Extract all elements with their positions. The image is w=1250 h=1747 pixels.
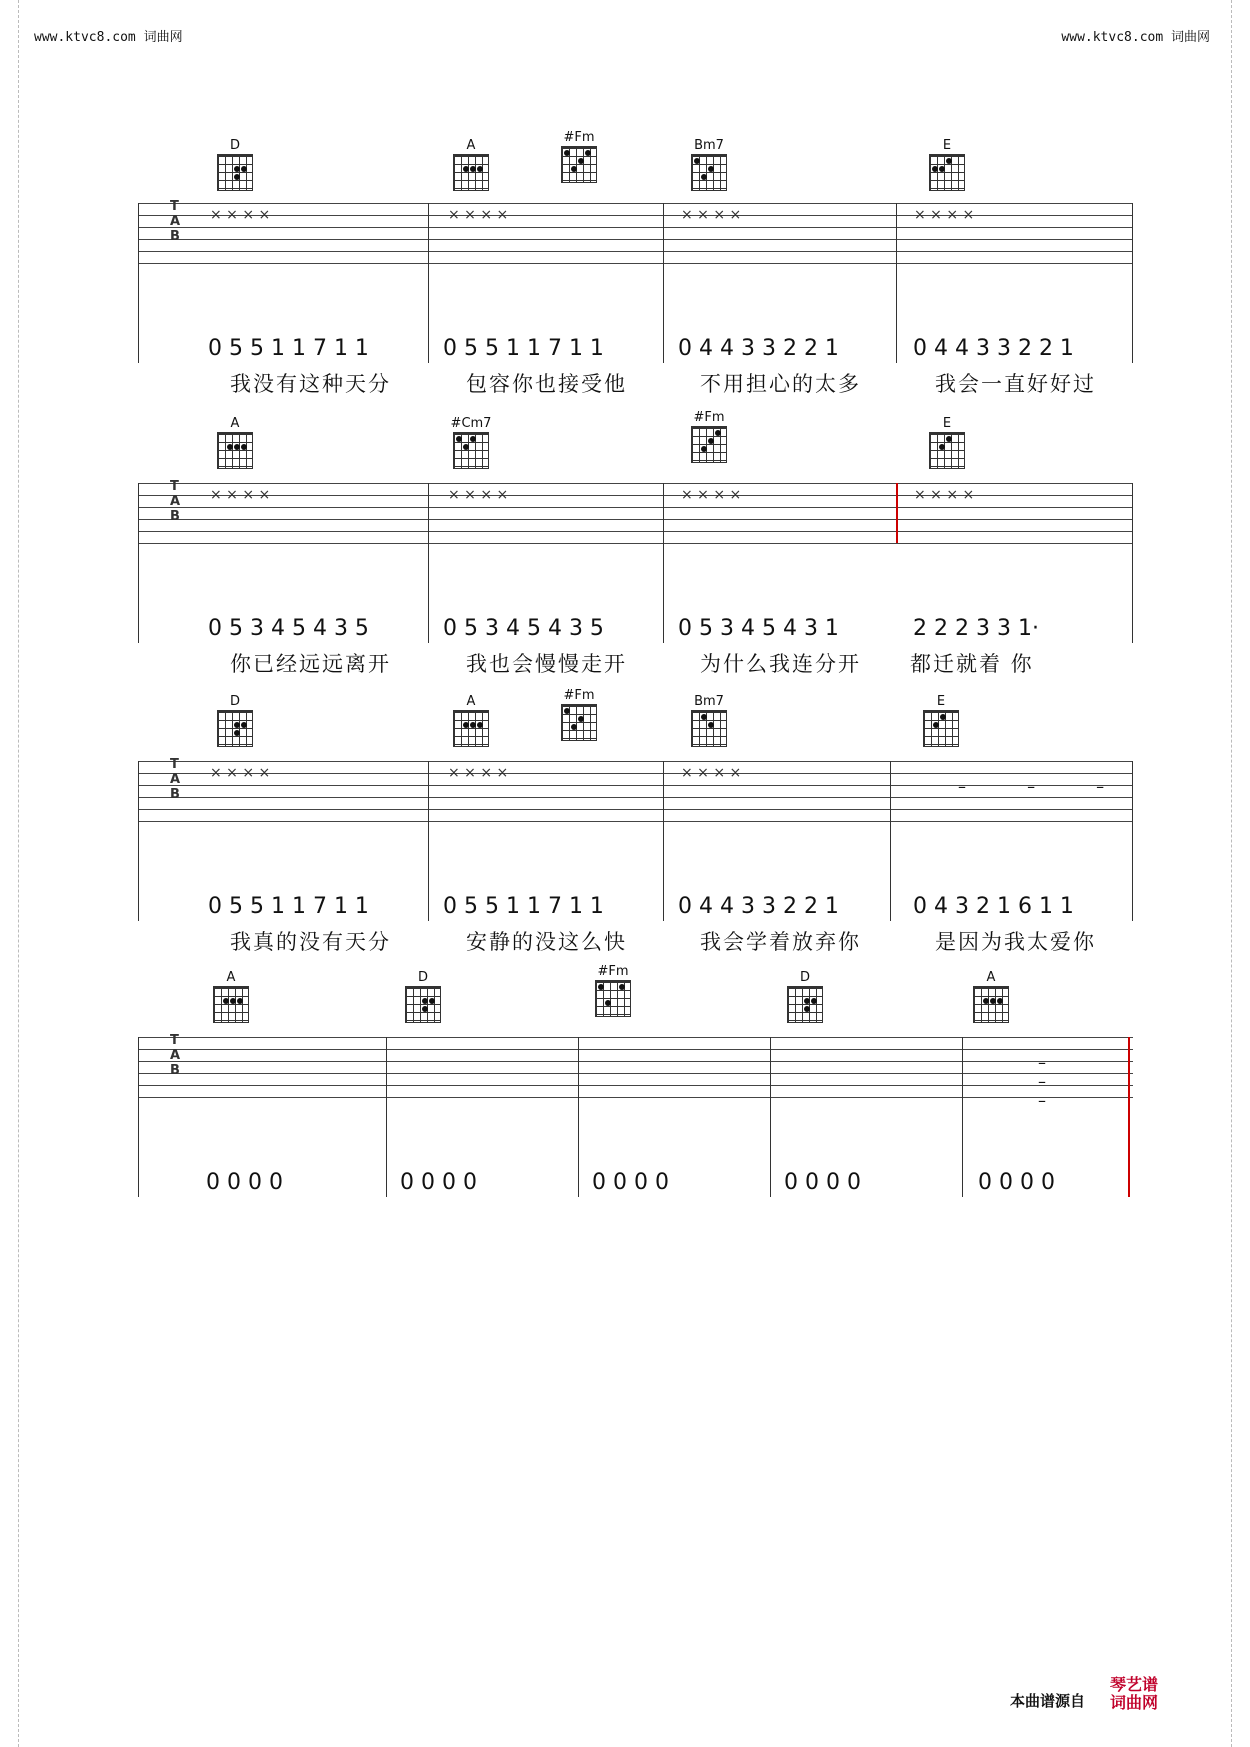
measure-numbers: 0 4 3 2 1 6 1 1 xyxy=(913,894,1074,919)
notation-row-1 xyxy=(138,332,1133,372)
chord-diagram: E xyxy=(924,138,970,191)
chord-diagram: #Fm xyxy=(556,688,602,741)
lyric: 是因为我太爱你 xyxy=(935,930,1096,954)
measure-numbers: 0 4 4 3 3 2 2 1 xyxy=(678,336,839,361)
measure-numbers: 0 5 3 4 5 4 3 5 xyxy=(208,616,369,641)
chord-diagram: A xyxy=(448,138,494,191)
chord-diagram: E xyxy=(924,416,970,469)
tab-staff-2: T A B × × × × × × × × × × × × × × × × xyxy=(138,483,1133,543)
measure-numbers: 0 0 0 0 xyxy=(592,1170,669,1195)
chord-diagram: D xyxy=(400,970,446,1023)
header-left-url: www.ktvc8.com 词曲网 xyxy=(34,30,183,45)
lyric: 你已经远远离开 xyxy=(230,652,391,676)
measure-numbers: 0 5 5 1 1 7 1 1 xyxy=(443,336,604,361)
measure-numbers: 2 2 2 3 3 1· xyxy=(913,616,1039,641)
chord-diagram: D xyxy=(212,694,258,747)
measure-numbers: 0 0 0 0 xyxy=(978,1170,1055,1195)
tab-clef: T A B xyxy=(170,479,181,524)
measure-numbers: 0 0 0 0 xyxy=(784,1170,861,1195)
lyric: 不用担心的太多 xyxy=(700,372,861,396)
chord-diagram: Bm7 xyxy=(686,138,732,191)
chord-diagram: E xyxy=(918,694,964,747)
logo-bottom-text: 词曲网 xyxy=(1110,1693,1159,1712)
lyric: 都迁就着 你 xyxy=(910,652,1034,676)
lyric: 安静的没这么快 xyxy=(466,930,627,954)
notation-row-4 xyxy=(138,1166,1133,1206)
chord-diagram: A xyxy=(968,970,1014,1023)
site-logo xyxy=(1110,1676,1158,1712)
notation-row-3 xyxy=(138,890,1133,930)
header-right-url: www.ktvc8.com 词曲网 xyxy=(1061,30,1210,45)
lyric: 我也会慢慢走开 xyxy=(466,652,627,676)
chord-diagram: Bm7 xyxy=(686,694,732,747)
tab-staff-1: T A B × × × × × × × × × × × × × × × × xyxy=(138,203,1133,263)
lyric: 我会学着放弃你 xyxy=(700,930,861,954)
source-credit: 本曲谱源自 xyxy=(1010,1692,1086,1710)
lyric: 为什么我连分开 xyxy=(700,652,861,676)
notation-row-2 xyxy=(138,612,1133,652)
measure-numbers: 0 0 0 0 xyxy=(206,1170,283,1195)
measure-numbers: 0 5 5 1 1 7 1 1 xyxy=(208,336,369,361)
chord-diagram: #Fm xyxy=(556,130,602,183)
tab-staff-3: T A B × × × × × × × × × × × × – – – xyxy=(138,761,1133,821)
chord-diagram: #Fm xyxy=(590,964,636,1017)
left-margin-strip xyxy=(0,0,19,1747)
measure-numbers: 0 4 4 3 3 2 2 1 xyxy=(913,336,1074,361)
right-margin-strip xyxy=(1231,0,1250,1747)
chord-diagram: D xyxy=(782,970,828,1023)
lyric: 我没有这种天分 xyxy=(230,372,391,396)
tab-clef: T A B xyxy=(170,199,181,244)
tab-clef: T A B xyxy=(170,1033,181,1078)
chord-diagram: #Fm xyxy=(686,410,732,463)
measure-numbers: 0 4 4 3 3 2 2 1 xyxy=(678,894,839,919)
lyric: 我真的没有天分 xyxy=(230,930,391,954)
chord-diagram: A xyxy=(212,416,258,469)
chord-diagram: A xyxy=(208,970,254,1023)
measure-numbers: 0 5 5 1 1 7 1 1 xyxy=(443,894,604,919)
logo-top-text: 琴艺谱 xyxy=(1110,1675,1159,1694)
tab-clef: T A B xyxy=(170,757,181,802)
chord-diagram: D xyxy=(212,138,258,191)
chord-diagram: #Cm7 xyxy=(448,416,494,469)
tab-staff-4: T A B – – – xyxy=(138,1037,1133,1097)
measure-numbers: 0 5 5 1 1 7 1 1 xyxy=(208,894,369,919)
measure-numbers: 0 5 3 4 5 4 3 1 xyxy=(678,616,839,641)
chord-diagram: A xyxy=(448,694,494,747)
lyric: 我会一直好好过 xyxy=(935,372,1096,396)
lyric: 包容你也接受他 xyxy=(466,372,627,396)
measure-numbers: 0 0 0 0 xyxy=(400,1170,477,1195)
measure-numbers: 0 5 3 4 5 4 3 5 xyxy=(443,616,604,641)
